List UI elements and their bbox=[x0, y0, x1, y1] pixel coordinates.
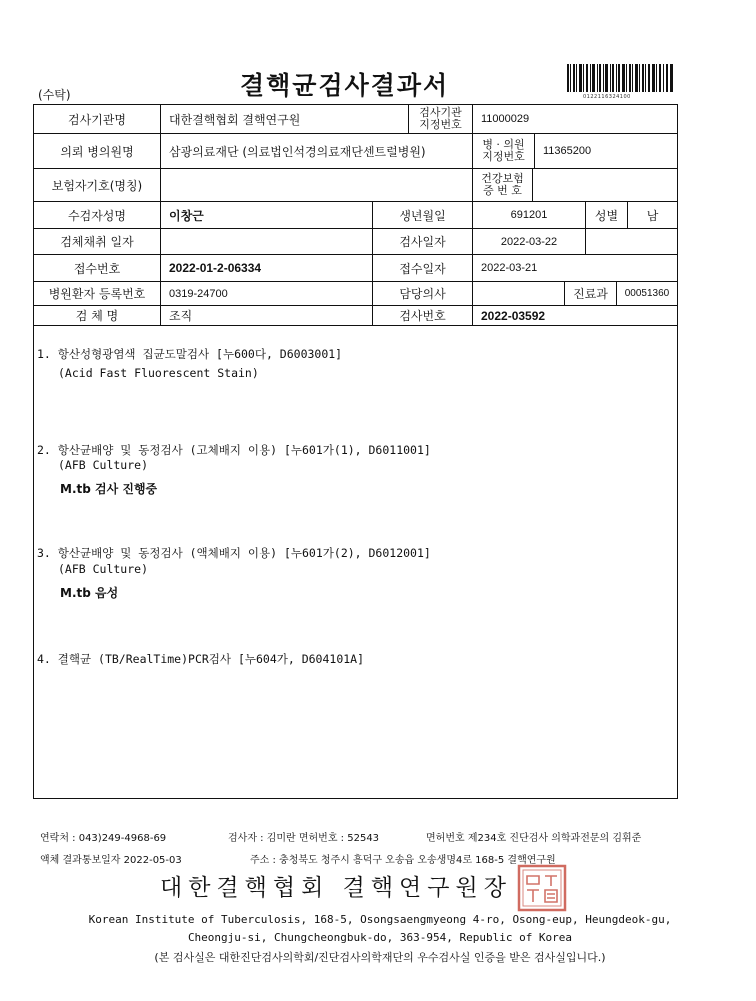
insurance-value bbox=[161, 169, 473, 202]
specimen-label: 검 체 명 bbox=[34, 306, 161, 325]
doctor-value bbox=[473, 282, 565, 306]
receipt-no-label: 접수번호 bbox=[34, 255, 161, 282]
reg-no-value: 0319-24700 bbox=[161, 282, 373, 306]
examiner: 검사자 : 김미란 면허번호 : 52543 bbox=[228, 833, 380, 844]
patient-label: 수검자성명 bbox=[34, 202, 161, 229]
document-tag: (수탁) bbox=[38, 88, 71, 102]
report-date: 액체 결과통보일자 2022-05-03 bbox=[40, 855, 182, 866]
patient-value: 이창근 bbox=[161, 202, 373, 229]
dept-label: 진료과 bbox=[565, 282, 617, 306]
test-no-value: 2022-03592 bbox=[481, 308, 546, 323]
english-address-line-1: Korean Institute of Tuberculosis, 168-5, Osongsaengmyeong 4-ro, Osong-eup, Heungdeok-gu, bbox=[88, 913, 672, 926]
barcode-number: 0122116324100 bbox=[583, 94, 631, 100]
test-date-label: 검사일자 bbox=[373, 229, 473, 255]
doctor-license: 면허번호 제234호 진단검사 의학과전문의 김휘준 bbox=[426, 833, 642, 844]
sex-value: 남 bbox=[628, 202, 677, 229]
empty-cell bbox=[586, 229, 677, 255]
certification-note: (본 검사실은 대한진단검사의학회/진단검사의학재단의 우수검사실 인증을 받은 검사실입니다.) bbox=[154, 951, 606, 964]
result-1-subtitle: (Acid Fast Fluorescent Stain) bbox=[58, 366, 259, 380]
health-no-value bbox=[533, 169, 677, 202]
hospital-no-label: 병 · 의원 지정번호 bbox=[473, 134, 535, 169]
birth-label: 생년월일 bbox=[373, 202, 473, 229]
agency-label: 검사기관명 bbox=[34, 105, 161, 134]
agency-no-value: 11000029 bbox=[473, 105, 677, 134]
sex-label: 성별 bbox=[586, 202, 628, 229]
info-table bbox=[33, 104, 678, 326]
institute-name: 대한결핵협회 결핵연구원장 bbox=[160, 875, 512, 901]
doctor-label: 담당의사 bbox=[373, 282, 473, 306]
hospital-value: 삼광의료재단 (의료법인석경의료재단센트럴병원) bbox=[161, 134, 473, 169]
test-no-label: 검사번호 bbox=[373, 306, 473, 325]
result-3-value: M.tb 음성 bbox=[60, 586, 119, 600]
hospital-label: 의뢰 병의원명 bbox=[34, 134, 161, 169]
birth-value: 691201 bbox=[473, 202, 586, 229]
result-3-title: 3. 항산균배양 및 동정검사 (액체배지 이용) [누601가(2), D6012001] bbox=[37, 546, 431, 560]
specimen-value: 조직 bbox=[161, 306, 373, 325]
address: 주소 : 충청북도 청주시 흥덕구 오송읍 오송생명4로 168-5 결핵연구원 bbox=[250, 855, 556, 866]
result-4-title: 4. 결핵균 (TB/RealTime)PCR검사 [누604가, D604101A] bbox=[37, 652, 365, 666]
agency-no-label: 검사기관 지정번호 bbox=[409, 105, 473, 134]
agency-value: 대한결핵협회 결핵연구원 bbox=[161, 105, 409, 134]
receipt-date-label: 접수일자 bbox=[373, 255, 473, 282]
official-seal-icon bbox=[517, 864, 567, 912]
collect-value bbox=[161, 229, 373, 255]
result-1-title: 1. 항산성형광염색 집균도말검사 [누600다, D6003001] bbox=[37, 347, 343, 361]
result-3-subtitle: (AFB Culture) bbox=[58, 562, 149, 576]
collect-label: 검체채취 일자 bbox=[34, 229, 161, 255]
result-2-title: 2. 항산균배양 및 동정검사 (고체배지 이용) [누601가(1), D6011001] bbox=[37, 443, 431, 457]
reg-no-label: 병원환자 등록번호 bbox=[34, 282, 161, 306]
health-no-label: 건강보험 증 번 호 bbox=[473, 169, 533, 202]
hospital-no-value: 11365200 bbox=[535, 134, 677, 169]
result-2-value: M.tb 검사 진행중 bbox=[60, 482, 158, 496]
english-address-line-2: Cheongju-si, Chungcheongbuk-do, 363-954, Republic of Korea bbox=[187, 931, 573, 944]
document-title: 결핵균검사결과서 bbox=[240, 71, 450, 100]
barcode bbox=[567, 64, 673, 92]
dept-value: 00051360 bbox=[617, 282, 677, 306]
test-date-value: 2022-03-22 bbox=[473, 229, 586, 255]
receipt-date-value: 2022-03-21 bbox=[473, 255, 677, 282]
result-2-subtitle: (AFB Culture) bbox=[58, 458, 149, 472]
receipt-no-value: 2022-01-2-06334 bbox=[161, 255, 373, 282]
contact: 연락처 : 043)249-4968-69 bbox=[40, 833, 167, 844]
insurance-label: 보험자기호(명칭) bbox=[34, 169, 161, 202]
